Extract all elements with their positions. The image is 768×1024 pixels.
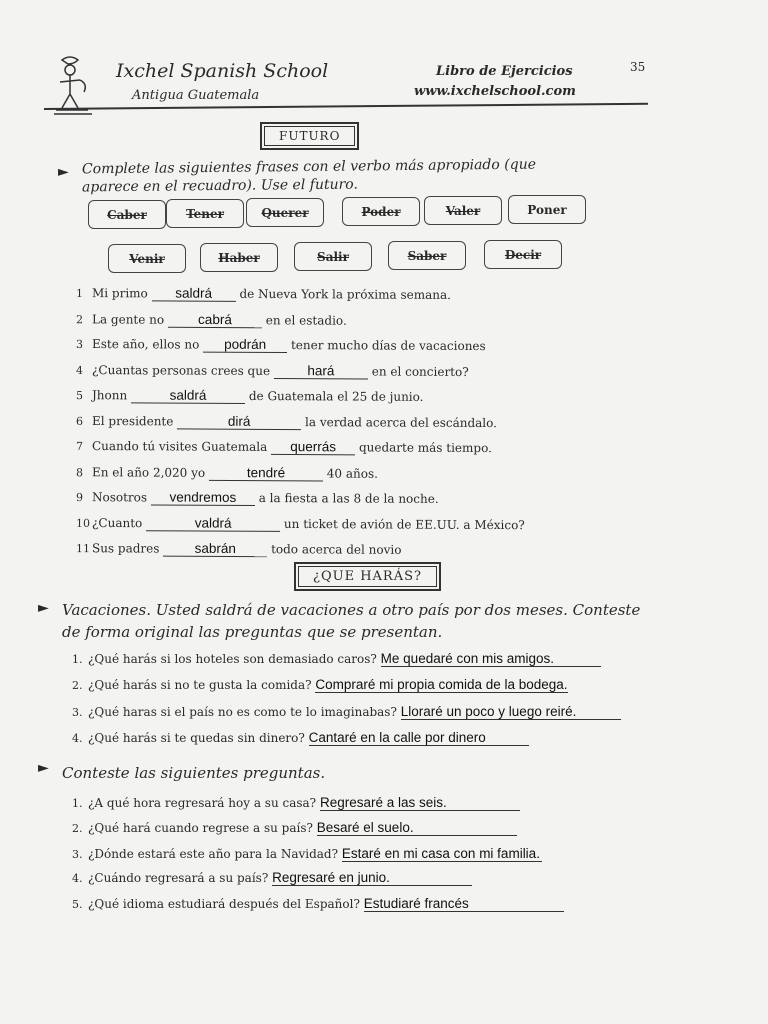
instruction-line: Vacaciones. Usted saldrá de vacaciones a otro país por dos meses. Conteste bbox=[62, 601, 641, 619]
verb-box bbox=[108, 244, 186, 273]
exercise-item bbox=[76, 311, 347, 328]
school-city: Antigua Guatemala bbox=[132, 88, 260, 103]
item-answer: saldrá bbox=[131, 387, 245, 404]
item-text-before: Cuando tú visites Guatemala bbox=[91, 438, 268, 454]
item-text-after: un ticket de avión de EE.UU. a México? bbox=[283, 516, 525, 532]
item-number: 2 bbox=[75, 312, 84, 326]
exercise-item bbox=[76, 387, 424, 405]
question-text: ¿Qué haras si el país no es como te lo imaginabas? bbox=[88, 705, 397, 719]
item-answer: saldrá bbox=[152, 285, 236, 301]
verb-box bbox=[246, 198, 324, 227]
item-number: 5. bbox=[72, 898, 83, 911]
instruction-line: aparece en el recuadro). Use el futuro. bbox=[81, 176, 358, 196]
item-number: 6 bbox=[75, 414, 84, 428]
question-answer: Regresaré a las seis. bbox=[320, 795, 520, 811]
question-text: ¿Qué idioma estudiará después del Español? bbox=[88, 897, 360, 911]
item-text-before: Mi primo bbox=[91, 286, 148, 301]
item-text-after: a la fiesta a las 8 de la noche. bbox=[258, 491, 439, 506]
question-item bbox=[72, 651, 601, 667]
verb-box-label: Poder bbox=[361, 204, 401, 219]
item-text-after: de Guatemala el 25 de junio. bbox=[248, 388, 424, 404]
verb-box bbox=[342, 197, 420, 226]
question-item bbox=[72, 677, 568, 693]
exercise-item bbox=[76, 336, 486, 354]
item-number: 2. bbox=[72, 679, 83, 692]
verb-box-label: Saber bbox=[407, 248, 447, 263]
item-answer: vendremos bbox=[151, 489, 255, 506]
item-number: 3 bbox=[75, 337, 84, 351]
instruction-line: de forma original las preguntas que se presentan. bbox=[62, 623, 443, 641]
item-text-after: 40 años. bbox=[326, 466, 379, 481]
item-text-before: Este año, ellos no bbox=[91, 337, 200, 352]
verb-box bbox=[294, 242, 372, 271]
item-number: 11 bbox=[75, 542, 91, 556]
exercise-item bbox=[76, 412, 497, 430]
question-text: ¿Cuándo regresará a su país? bbox=[88, 871, 269, 885]
verb-box bbox=[424, 196, 502, 225]
item-number: 1 bbox=[75, 287, 84, 301]
question-text: ¿Dónde estará este año para la Navidad? bbox=[88, 847, 339, 861]
question-item bbox=[72, 795, 520, 811]
item-text-before: Jhonn bbox=[91, 388, 128, 403]
item-text-before: ¿Cuantas personas crees que bbox=[91, 362, 271, 378]
book-title: Libro de Ejercicios bbox=[436, 64, 573, 79]
exercise-item bbox=[76, 540, 402, 558]
verb-box bbox=[88, 200, 166, 229]
exercise-item bbox=[76, 464, 378, 482]
item-text-after: todo acerca del novio bbox=[271, 542, 402, 557]
bullet-arrow-icon: ► bbox=[38, 760, 49, 776]
section-title-conteste: Conteste las siguientes preguntas. bbox=[62, 764, 326, 782]
question-answer: Estaré en mi casa con mi familia. bbox=[341, 846, 540, 861]
item-text-after: en el concierto? bbox=[371, 364, 469, 379]
verb-box-label: Venir bbox=[129, 251, 165, 266]
exercise-item bbox=[76, 285, 451, 303]
verb-box bbox=[166, 199, 244, 228]
school-website: www.ixchelschool.com bbox=[414, 84, 576, 99]
question-answer: Lloraré un poco y luego reiré. bbox=[401, 704, 621, 720]
item-text-after: quedarte más tiempo. bbox=[358, 440, 492, 456]
question-answer: Compraré mi propia comida de la bodega. bbox=[315, 677, 568, 692]
item-answer: podrán bbox=[203, 337, 287, 353]
item-answer: sabrán bbox=[163, 541, 267, 558]
question-item bbox=[72, 896, 564, 912]
header-rule bbox=[44, 103, 648, 110]
question-answer: Estudiaré francés bbox=[364, 896, 564, 912]
question-item bbox=[72, 730, 529, 746]
item-number: 9 bbox=[75, 491, 84, 505]
item-text-before: ¿Cuanto bbox=[91, 515, 143, 530]
question-answer: Regresaré en junio. bbox=[272, 870, 472, 886]
question-answer: Me quedaré con mis amigos. bbox=[381, 651, 601, 667]
question-text: ¿Qué harás si no te gusta la comida? bbox=[88, 678, 312, 692]
item-number: 3. bbox=[72, 848, 83, 861]
item-number: 4 bbox=[75, 363, 84, 377]
question-answer: Besaré el suelo. bbox=[317, 820, 517, 836]
item-text-before: Nosotros bbox=[91, 490, 148, 505]
item-text-before: La gente no bbox=[91, 311, 165, 327]
school-name: Ixchel Spanish School bbox=[116, 60, 329, 82]
question-item bbox=[72, 704, 621, 720]
section-title-que-haras bbox=[294, 562, 441, 591]
instruction-line: Complete las siguientes frases con el verbo más apropiado (que bbox=[81, 156, 537, 178]
verb-box-label: Haber bbox=[218, 250, 260, 265]
section-title-futuro bbox=[260, 122, 359, 150]
exercise-item bbox=[76, 361, 469, 379]
question-text: ¿Qué harás si los hoteles son demasiado caros? bbox=[88, 652, 377, 666]
item-number: 10 bbox=[75, 516, 91, 530]
item-number: 7 bbox=[75, 439, 84, 453]
item-number: 3. bbox=[72, 706, 83, 719]
verb-box bbox=[200, 243, 278, 272]
item-text-before: El presidente bbox=[91, 413, 174, 428]
item-number: 4. bbox=[72, 872, 83, 885]
item-text-after: de Nueva York la próxima semana. bbox=[239, 286, 452, 302]
item-answer: tendré bbox=[209, 464, 323, 481]
exercise-item bbox=[76, 514, 525, 532]
verb-box bbox=[388, 241, 466, 270]
question-item bbox=[72, 820, 517, 836]
item-number: 1. bbox=[72, 653, 83, 666]
exercise-item bbox=[76, 489, 439, 507]
question-text: ¿Qué harás si te quedas sin dinero? bbox=[88, 731, 305, 745]
page-number: 35 bbox=[630, 60, 646, 74]
item-text-before: En el año 2,020 yo bbox=[91, 464, 206, 480]
item-number: 5 bbox=[75, 389, 84, 403]
section-title-que-haras-text: ¿QUE HARÁS? bbox=[298, 566, 437, 587]
verb-box-label: Querer bbox=[261, 205, 309, 220]
item-number: 4. bbox=[72, 732, 83, 745]
question-answer: Cantaré en la calle por dinero bbox=[309, 730, 529, 746]
bullet-arrow-icon: ► bbox=[58, 164, 69, 180]
section-title-futuro-text: FUTURO bbox=[264, 126, 355, 146]
question-text: ¿Qué hará cuando regrese a su país? bbox=[88, 821, 313, 835]
verb-box bbox=[508, 195, 586, 224]
item-answer: dirá bbox=[177, 413, 301, 430]
verb-box-label: Poner bbox=[527, 202, 567, 217]
item-number: 1. bbox=[72, 797, 83, 810]
verb-box-label: Salir bbox=[317, 249, 349, 264]
bullet-arrow-icon: ► bbox=[38, 600, 49, 616]
question-item bbox=[72, 846, 542, 862]
item-text-before: Sus padres bbox=[91, 541, 160, 556]
item-answer: valdrá bbox=[146, 515, 280, 532]
question-text: ¿A qué hora regresará hoy a su casa? bbox=[88, 796, 317, 810]
item-answer: hará bbox=[274, 363, 368, 379]
verb-box-label: Tener bbox=[186, 206, 224, 221]
item-number: 2. bbox=[72, 822, 83, 835]
item-text-after: la verdad acerca del escándalo. bbox=[304, 414, 498, 430]
exercise-item bbox=[76, 438, 492, 456]
verb-box-label: Valer bbox=[445, 203, 481, 218]
item-text-after: en el estadio. bbox=[265, 312, 347, 328]
verb-box-label: Decir bbox=[504, 247, 542, 262]
item-text-after: tener mucho días de vacaciones bbox=[290, 338, 486, 354]
verb-box bbox=[484, 240, 562, 269]
item-answer: querrás bbox=[271, 439, 355, 455]
item-answer: cabrá bbox=[168, 311, 262, 327]
question-item bbox=[72, 870, 472, 886]
verb-box-label: Caber bbox=[107, 207, 147, 222]
item-number: 8 bbox=[75, 465, 84, 479]
